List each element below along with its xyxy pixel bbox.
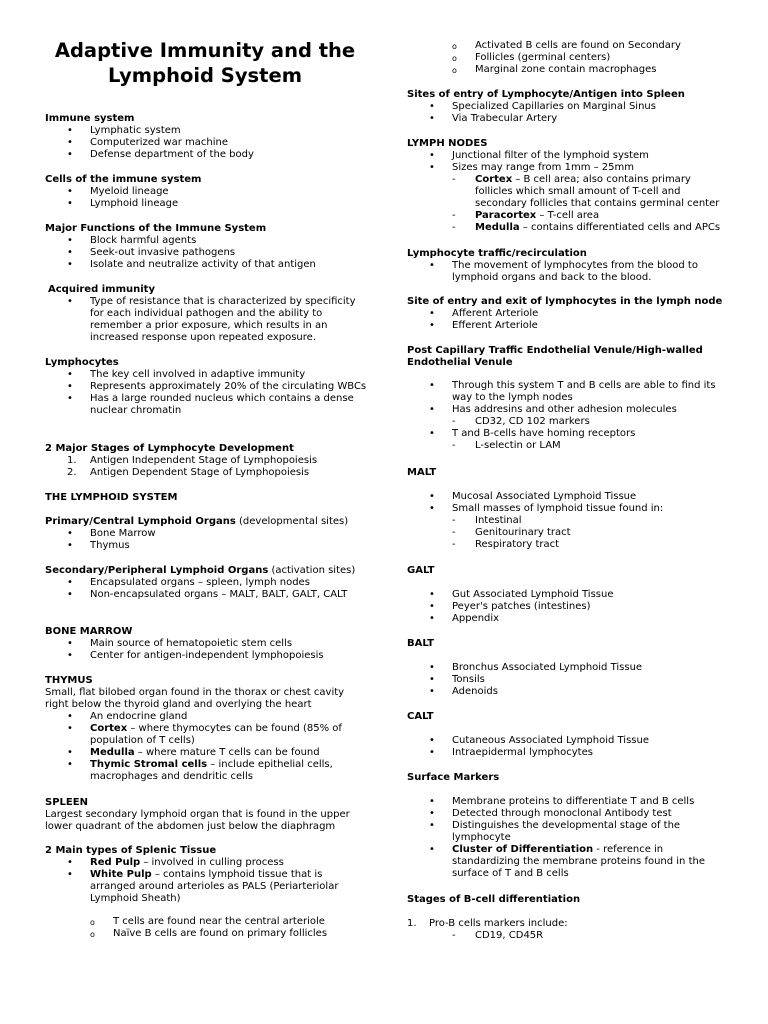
section-heading: 2 Major Stages of Lymphocyte Development (45, 443, 294, 454)
list-item: • Tonsils (407, 674, 727, 686)
paragraph: Small, flat bilobed organ found in the thorax or chest cavity right below the thyroid gland and overlying the heart (45, 687, 345, 710)
list-item: • Gut Associated Lymphoid Tissue (407, 589, 727, 601)
section-heading: THYMUS (45, 675, 93, 686)
section-heading: Lymphocytes (45, 357, 119, 368)
list-item: • Block harmful agents (45, 235, 370, 247)
list-item: • Center for antigen-independent lymphopoiesis (45, 650, 370, 662)
section-immune-system (45, 113, 370, 161)
heading-note: (activation sites) (271, 565, 356, 576)
paragraph: Largest secondary lymphoid organ that is found in the upper lower quadrant of the abdomen just below the diaphragm (45, 809, 350, 832)
section-spleen-continued (407, 40, 727, 76)
section-lymphoid-system (45, 492, 370, 504)
section-balt (407, 638, 727, 698)
list-item: • Afferent Arteriole (407, 308, 727, 320)
section-heading: Major Functions of the Immune System (45, 223, 267, 234)
list-item: o T cells are found near the central arteriole (45, 916, 370, 928)
section-calt (407, 711, 727, 759)
left-column (45, 0, 370, 939)
list-item: - CD19, CD45R (407, 930, 727, 942)
section-lymph-nodes (407, 138, 727, 234)
section-primary-organs (45, 516, 370, 552)
list-item: • Main source of hematopoietic stem cells (45, 638, 370, 650)
list-item: • An endocrine gland (45, 711, 370, 723)
list-item: • Red Pulp – involved in culling process (45, 857, 370, 869)
section-spleen (45, 797, 370, 833)
section-galt (407, 565, 727, 625)
section-heading: Post Capillary Traffic Endothelial Venule/High-walled Endothelial Venule (407, 345, 703, 368)
section-spleen-entry (407, 89, 727, 125)
section-splenic-tissue (45, 845, 370, 940)
section-heading: MALT (407, 467, 437, 478)
document-title: Adaptive Immunity and the Lymphoid System (54, 39, 356, 87)
list-item: • Has addresins and other adhesion molecules (407, 404, 727, 416)
list-item: • T and B-cells have homing receptors (407, 428, 727, 440)
section-heading: Cells of the immune system (45, 174, 202, 185)
section-heading: CALT (407, 711, 434, 722)
section-heading: Immune system (45, 113, 135, 124)
list-item: • Detected through monoclonal Antibody test (407, 808, 727, 820)
list-item: • Distinguishes the developmental stage of the lymphocyte (407, 820, 727, 844)
list-item: • Non-encapsulated organs – MALT, BALT, GALT, CALT (45, 589, 370, 601)
list-item: • Represents approximately 20% of the circulating WBCs (45, 381, 370, 393)
list-item: 1. Antigen Independent Stage of Lymphopoiesis (67, 455, 318, 466)
list-item: • Via Trabecular Artery (407, 113, 727, 125)
list-item: • Lymphoid lineage (45, 198, 370, 210)
list-item: - Paracortex – T-cell area (407, 210, 727, 222)
list-item: • Membrane proteins to differentiate T and B cells (407, 796, 727, 808)
list-item: • Medulla – where mature T cells can be found (45, 747, 370, 759)
list-item: • Mucosal Associated Lymphoid Tissue (407, 491, 727, 503)
list-item: • The movement of lymphocytes from the blood to lymphoid organs and back to the blood. (407, 260, 727, 284)
list-item: o Naïve B cells are found on primary follicles (45, 928, 370, 940)
list-item: - CD32, CD 102 markers (407, 416, 727, 428)
section-cells (45, 174, 370, 210)
list-item: • Has a large rounded nucleus which contains a dense nuclear chromatin (45, 393, 370, 417)
list-item: • Lymphatic system (45, 125, 370, 137)
section-lymphocytes (45, 357, 370, 417)
list-item: 1. Pro-B cells markers include: (407, 918, 568, 929)
list-item: • Myeloid lineage (45, 186, 370, 198)
list-item: - L-selectin or LAM (407, 440, 727, 452)
section-bone-marrow (45, 626, 370, 662)
list-item: • White Pulp – contains lymphoid tissue that is arranged around arterioles as PALS (Periarteriolar Lymphoid Sheath) (45, 869, 370, 905)
section-malt (407, 467, 727, 551)
section-heading: Secondary/Peripheral Lymphoid Organs (45, 565, 269, 576)
list-item: • Bronchus Associated Lymphoid Tissue (407, 662, 727, 674)
section-heading: Lymphocyte traffic/recirculation (407, 248, 587, 259)
section-heading: 2 Main types of Splenic Tissue (45, 845, 217, 856)
list-item: - Genitourinary tract (407, 527, 727, 539)
section-development-stages (45, 443, 370, 479)
section-heading: BONE MARROW (45, 626, 133, 637)
list-item: • Through this system T and B cells are able to find its way to the lymph nodes (407, 380, 727, 404)
list-item: • Thymic Stromal cells – include epithelial cells, macrophages and dendritic cells (45, 759, 370, 783)
section-heading: Primary/Central Lymphoid Organs (45, 516, 236, 527)
list-item: • Efferent Arteriole (407, 320, 727, 332)
list-item: • Sizes may range from 1mm – 25mm (407, 162, 727, 174)
list-item: - Medulla – contains differentiated cells and APCs (407, 222, 727, 234)
list-item: • Isolate and neutralize activity of that antigen (45, 259, 370, 271)
list-item: • Cortex – where thymocytes can be found (85% of population of T cells) (45, 723, 370, 747)
section-heading: SPLEEN (45, 797, 88, 808)
section-heading: Site of entry and exit of lymphocytes in the lymph node (407, 296, 723, 307)
section-heading: Sites of entry of Lymphocyte/Antigen into Spleen (407, 89, 685, 100)
section-heading: Acquired immunity (48, 284, 155, 295)
list-item: • Specialized Capillaries on Marginal Sinus (407, 101, 727, 113)
section-hev (407, 345, 727, 452)
list-item: • Cluster of Differentiation - reference in standardizing the membrane proteins found in the surface of T and B cells (407, 844, 727, 880)
section-surface-markers (407, 772, 727, 880)
section-heading: LYMPH NODES (407, 138, 488, 149)
heading-note: (developmental sites) (239, 516, 349, 527)
list-item: • Thymus (45, 540, 370, 552)
section-heading: BALT (407, 638, 434, 649)
list-item: - Respiratory tract (407, 539, 727, 551)
list-item: o Follicles (germinal centers) (407, 52, 727, 64)
list-item: • Defense department of the body (45, 149, 370, 161)
list-item: • Bone Marrow (45, 528, 370, 540)
section-entry-exit (407, 296, 727, 332)
section-heading: GALT (407, 565, 435, 576)
list-item: • Peyer's patches (intestines) (407, 601, 727, 613)
section-heading: Surface Markers (407, 772, 500, 783)
section-heading: Stages of B-cell differentiation (407, 894, 581, 905)
list-item: • Appendix (407, 613, 727, 625)
section-acquired-immunity (45, 284, 370, 344)
list-item: • Type of resistance that is characterized by specificity for each individual pathogen and the ability to remember a prior exposure, which results in an increased response upon repeated exposure. (45, 296, 370, 344)
list-item: - Intestinal (407, 515, 727, 527)
list-item: • Small masses of lymphoid tissue found in: (407, 503, 727, 515)
list-item: • Junctional filter of the lymphoid system (407, 150, 727, 162)
section-heading: THE LYMPHOID SYSTEM (45, 492, 178, 503)
section-thymus (45, 675, 370, 783)
list-item: • Computerized war machine (45, 137, 370, 149)
list-item: • Cutaneous Associated Lymphoid Tissue (407, 735, 727, 747)
list-item: o Activated B cells are found on Secondary (407, 40, 727, 52)
section-bcell-stages (407, 894, 727, 942)
list-item: • The key cell involved in adaptive immunity (45, 369, 370, 381)
section-secondary-organs (45, 565, 370, 601)
list-item: • Adenoids (407, 686, 727, 698)
section-major-functions (45, 223, 370, 271)
list-item: • Seek-out invasive pathogens (45, 247, 370, 259)
section-traffic (407, 248, 727, 284)
list-item: • Intraepidermal lymphocytes (407, 747, 727, 759)
list-item: - Cortex – B cell area; also contains primary follicles which small amount of T-cell and secondary follicles that contains germinal center (407, 174, 727, 210)
list-item: • Encapsulated organs – spleen, lymph nodes (45, 577, 370, 589)
list-item: o Marginal zone contain macrophages (407, 64, 727, 76)
list-item: 2. Antigen Dependent Stage of Lymphopoiesis (67, 467, 310, 478)
